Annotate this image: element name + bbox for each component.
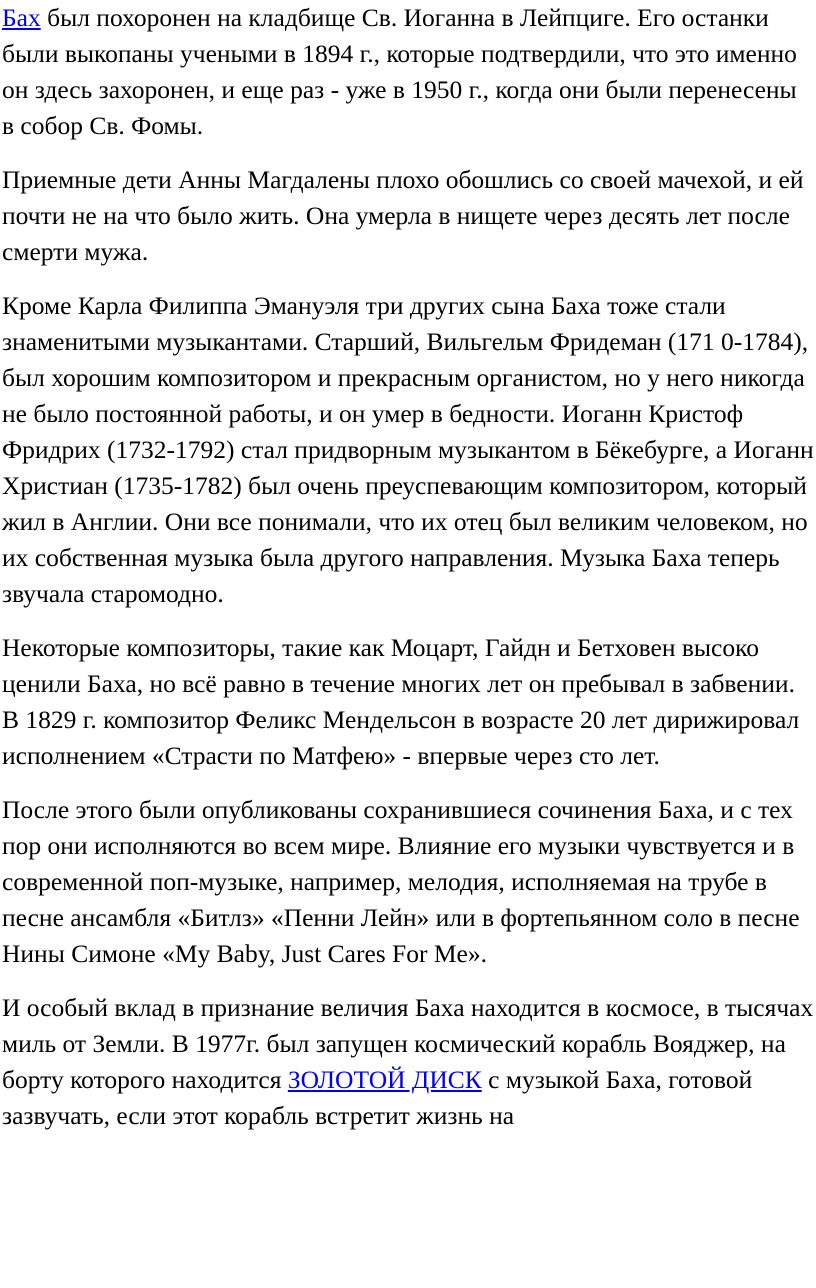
bach-link[interactable]: Бах: [2, 3, 41, 32]
paragraph-space: [2, 990, 814, 1134]
paragraph-influence: После этого были опубликованы сохранившиеся сочинения Баха, и с тех пор они исполняются во всем мире. Влияние его музыки чувствуется и в современной поп-музыке, например, мелодия, исполняемая на трубе в песне ансамбля «Битлз» «Пенни Лейн» или в фортепьянном соло в песне Нины Симоне «My Baby, Just Cares For Me».: [2, 795, 800, 968]
paragraph-space-text-after: с музыкой Баха, готовой зазвучать, если этот корабль встретит жизнь на: [2, 1065, 753, 1130]
paragraph-sons: Кроме Карла Филиппа Эмануэля три других сына Баха тоже стали знаменитыми музыкантами. Старший, Вильгельм Фридеман (171 0-1784), был хорошим композитором и прекрасным органистом, но у него никогда не было постоянной работы, и он умер в бедности. Иоганн Кристоф Фридрих (1732-1792) стал придворным музыкантом в Бёкебурге, а Иоганн Христиан (1735-1782) был очень преуспевающим композитором, который жил в Англии. Они все понимали, что их отец был великим человеком, но их собственная музыка была другого направления. Музыка Баха теперь звучала старомодно.: [2, 291, 814, 608]
paragraph-widow: Приемные дети Анны Магдалены плохо обошлись со своей мачехой, и ей почти не на что было жить. Она умерла в нищете через десять лет после смерти мужа.: [2, 165, 804, 266]
paragraph-space-text-before: И особый вклад в признание величия Баха находится в космосе, в тысячах миль от Земли. В 1977г. был запущен космический корабль Вояджер, на борту которого находится: [2, 993, 814, 1094]
paragraph-burial-text: был похоронен на кладбище Св. Иоганна в Лейпциге. Его останки были выкопаны учеными в 1894 г., которые подтвердили, что это именно он здесь захоронен, и еще раз - уже в 1950 г., когда они были перенесены в собор Св. Фомы.: [2, 3, 797, 140]
golden-disc-link[interactable]: ЗОЛОТОЙ ДИСК: [287, 1065, 482, 1094]
paragraph-oblivion: Некоторые композиторы, такие как Моцарт, Гайдн и Бетховен высоко ценили Баха, но всё равно в течение многих лет он пребывал в забвении. В 1829 г. композитор Феликс Мендельсон в возрасте 20 лет дирижировал исполнением «Страсти по Матфею» - впервые через сто лет.: [2, 633, 800, 770]
paragraph-burial: [2, 0, 814, 144]
